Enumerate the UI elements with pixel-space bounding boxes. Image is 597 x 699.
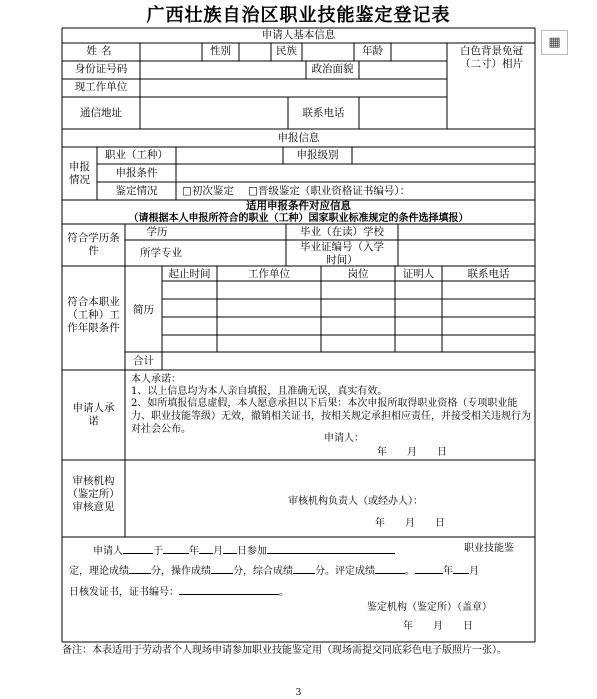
photo-note-line2: （二寸）相片 <box>460 58 523 70</box>
conditions-header-line2: （请根据本人申报所符合的职业（工种）国家职业标准规定的条件选择填报） <box>128 213 469 224</box>
applicant-name-field[interactable] <box>123 542 153 554</box>
qr-code-icon[interactable]: ▦ <box>541 30 568 55</box>
page-number: 3 <box>295 688 302 698</box>
cert-line-2: 定，理论成绩 分，操作成绩 分，综合成绩 分。评定成绩 。 年 月 <box>69 562 479 578</box>
resume-label: 简历 <box>133 304 154 316</box>
registration-form <box>62 28 535 642</box>
work-unit-label: 现工作单位 <box>74 81 128 93</box>
review-date: 年 月 日 <box>375 518 445 529</box>
political-status-label: 政治面貌 <box>311 63 354 75</box>
conditions-header-line1: 适用申报条件对应信息 <box>246 200 351 212</box>
cert-number-label: 毕业证编号（入学时间） <box>300 241 384 266</box>
occupation-field[interactable] <box>267 542 395 554</box>
composite-score-field[interactable] <box>293 562 315 574</box>
basic-info-header: 申请人基本信息 <box>261 29 336 41</box>
pledge-heading: 本人承诺： <box>131 374 181 385</box>
upgrade-appraisal-checkbox[interactable]: □晋级鉴定（职业资格证书编号）： <box>248 185 411 197</box>
review-officer: 审核机构负责人（或经办人）： <box>288 496 423 507</box>
certificate-number-field[interactable] <box>179 583 279 595</box>
theory-score-field[interactable] <box>129 562 151 574</box>
apply-section-label: 申报情况 <box>69 161 90 186</box>
cert-date: 年 月 日 <box>403 621 473 632</box>
pledge-label: 申请人承诺 <box>72 402 115 427</box>
cert-line-3: 日核发证书，证书编号： 。 <box>69 583 289 599</box>
pledge-date: 年 月 日 <box>377 447 447 458</box>
first-appraisal-checkbox[interactable]: □初次鉴定 <box>182 185 234 197</box>
id-number-label: 身份证号码 <box>74 63 128 75</box>
ethnicity-label: 民族 <box>276 45 297 57</box>
phone-label: 联系电话 <box>302 107 345 119</box>
appraisal-label: 鉴定情况 <box>115 185 158 197</box>
exam-day-field[interactable] <box>223 542 237 554</box>
work-years-condition-label: 符合本职业（工种）工作年限条件 <box>67 296 120 334</box>
col-contact: 联系电话 <box>467 268 510 280</box>
major-label: 所学专业 <box>140 247 182 259</box>
photo-note-line1: 白色背景免冠 <box>460 45 523 57</box>
col-witness: 证明人 <box>402 268 435 280</box>
col-work-unit: 工作单位 <box>248 268 290 280</box>
pledge-item-2: 2、如所填报信息虚假，本人愿意承担以下后果：本次申报所取得职业资格（专项职业能力、职业技能等级）无效，撤销相关证书，按相关规定承担相应责任，并接受相关违规行为对社会公布。 <box>131 398 531 435</box>
pledge-signer: 申请人： <box>324 433 364 444</box>
col-period: 起止时间 <box>168 268 211 280</box>
form-title: 广西壮族自治区职业技能鉴定登记表 <box>146 5 451 26</box>
pledge-item-1: 1、以上信息均为本人亲自填报，且准确无误，真实有效。 <box>131 386 388 397</box>
school-label: 毕业（在读）学校 <box>300 226 384 238</box>
apply-info-header: 申报信息 <box>277 132 320 144</box>
cert-appraisal-text: 职业技能鉴 <box>464 543 514 554</box>
age-label: 年龄 <box>362 45 383 57</box>
issue-year-field[interactable] <box>415 562 443 574</box>
occupation-label: 职业（工种） <box>105 149 168 161</box>
appraisal-org-seal: 鉴定机构（鉴定所）（盖章） <box>367 602 492 613</box>
issue-month-field[interactable] <box>453 562 469 574</box>
exam-year-field[interactable] <box>163 542 189 554</box>
education-condition-label: 符合学历条件 <box>67 232 120 257</box>
name-label: 姓名 <box>86 45 116 57</box>
exam-month-field[interactable] <box>199 542 213 554</box>
col-position: 岗位 <box>347 268 369 280</box>
total-label: 合计 <box>133 355 154 367</box>
cert-line-1: 申请人 于 年 月 日参加 <box>93 542 395 558</box>
operation-score-field[interactable] <box>211 562 233 574</box>
level-label: 申报级别 <box>296 149 339 161</box>
rating-field[interactable] <box>375 562 405 574</box>
degree-label: 学历 <box>146 226 168 238</box>
gender-label: 性别 <box>210 45 231 57</box>
footnote: 备注：本表适用于劳动者个人现场申请参加职业技能鉴定用（现场需提交同底彩色电子版照片一张）。 <box>62 645 507 656</box>
conditions-label: 申报条件 <box>115 167 158 179</box>
review-label: 审核机构（鉴定所）审核意见 <box>67 475 120 513</box>
address-label: 通信地址 <box>80 107 122 119</box>
